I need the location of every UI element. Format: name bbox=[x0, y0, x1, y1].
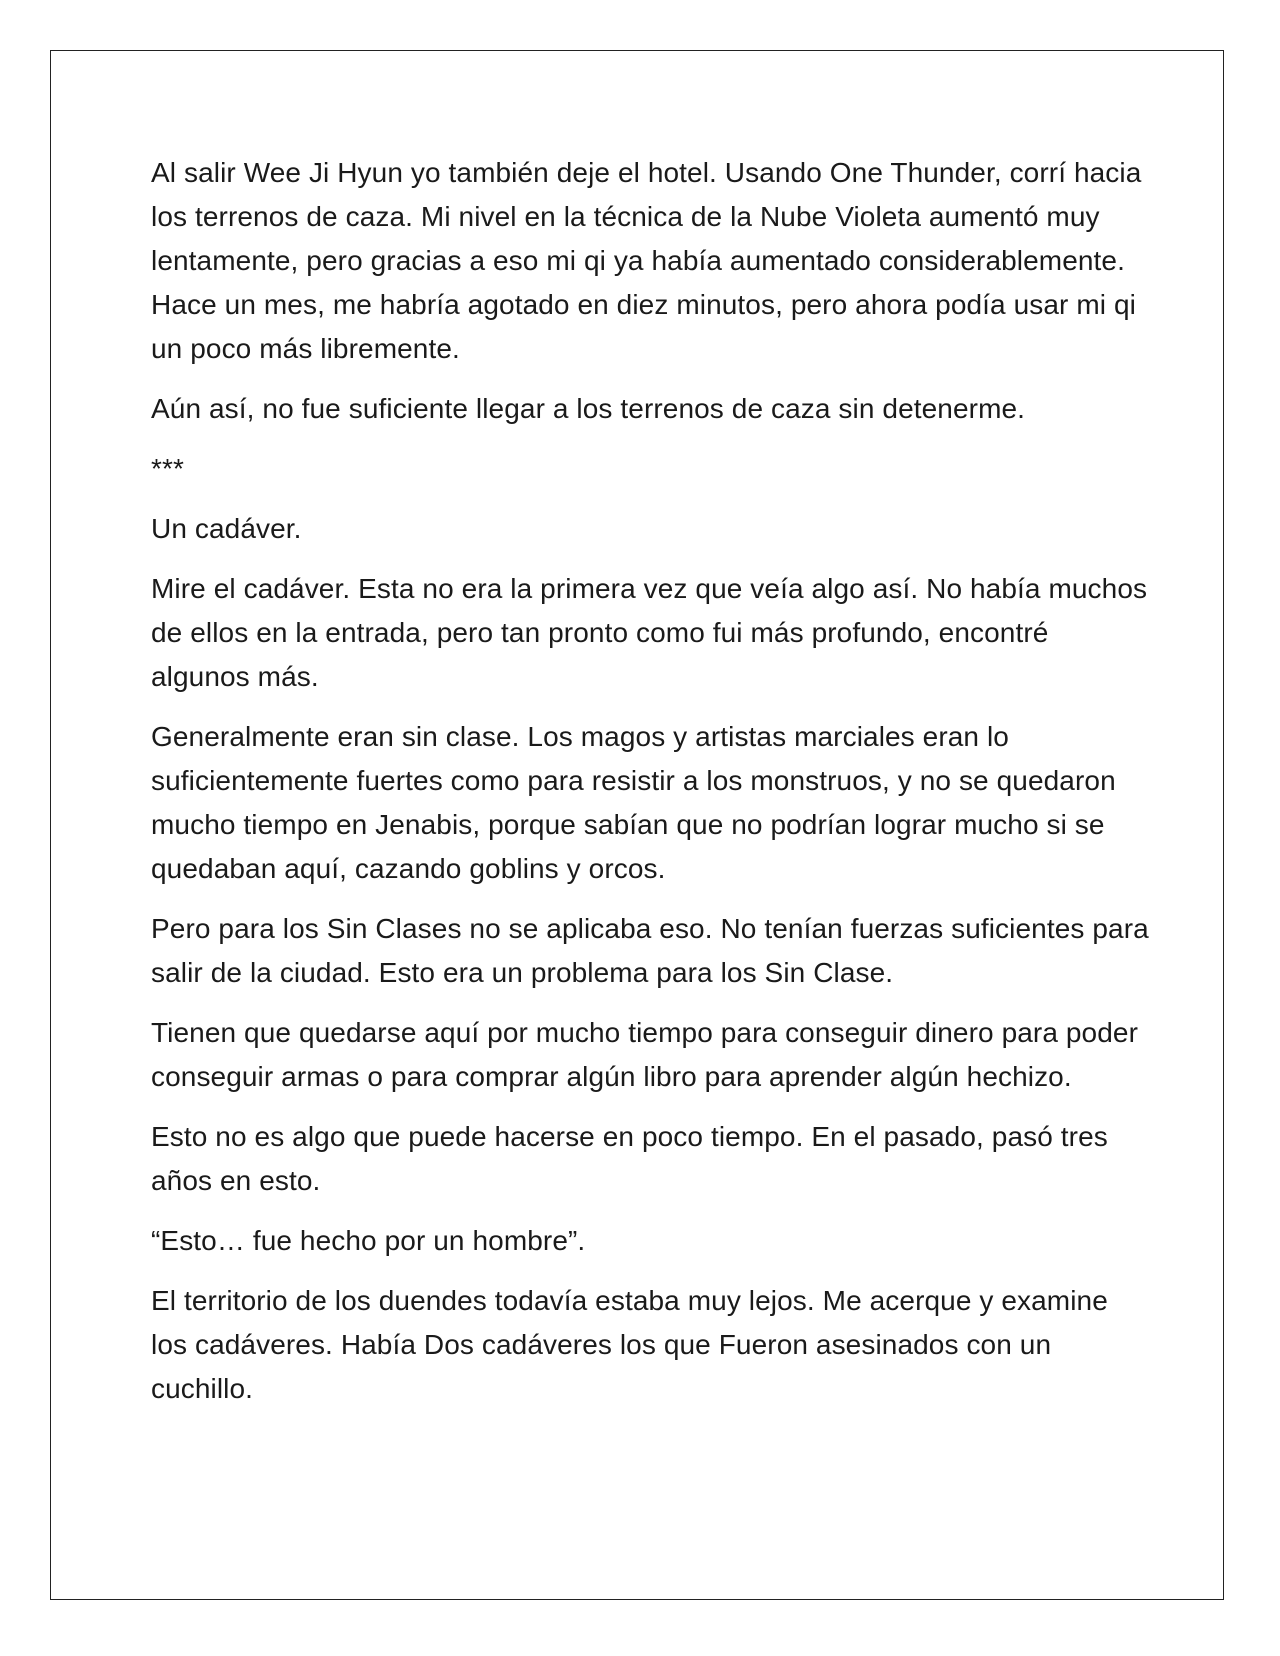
paragraph: Pero para los Sin Clases no se aplicaba eso. No tenían fuerzas suficientes para salir de la ciudad. Esto era un problema para los Sin Clase. bbox=[151, 913, 1149, 988]
dialogue-line: “Esto… fue hecho por un hombre”. bbox=[151, 1225, 586, 1256]
paragraph: Aún así, no fue suficiente llegar a los terrenos de caza sin detenerme. bbox=[151, 393, 1026, 424]
scene-break: *** bbox=[151, 453, 184, 484]
page-frame bbox=[50, 50, 1224, 1600]
document-body bbox=[151, 151, 1151, 1427]
paragraph: Al salir Wee Ji Hyun yo también deje el hotel. Usando One Thunder, corrí hacia los terrenos de caza. Mi nivel en la técnica de la Nube Violeta aumentó muy lentamente, pero gracias a eso mi qi ya había aumentado considerablemente. Hace un mes, me habría agotado en diez minutos, pero ahora podía usar mi qi un poco más libremente. bbox=[151, 157, 1142, 364]
paragraph: Esto no es algo que puede hacerse en poco tiempo. En el pasado, pasó tres años en esto. bbox=[151, 1121, 1108, 1196]
paragraph: Un cadáver. bbox=[151, 513, 302, 544]
paragraph: Generalmente eran sin clase. Los magos y artistas marciales eran lo suficientemente fuertes como para resistir a los monstruos, y no se quedaron mucho tiempo en Jenabis, porque sabían que no podrían lograr mucho si se quedaban aquí, cazando goblins y orcos. bbox=[151, 721, 1116, 884]
paragraph: Mire el cadáver. Esta no era la primera vez que veía algo así. No había muchos de ellos en la entrada, pero tan pronto como fui más profundo, encontré algunos más. bbox=[151, 573, 1148, 692]
paragraph: El territorio de los duendes todavía estaba muy lejos. Me acerque y examine los cadáveres. Había Dos cadáveres los que Fueron asesinados con un cuchillo. bbox=[151, 1285, 1108, 1404]
paragraph: Tienen que quedarse aquí por mucho tiempo para conseguir dinero para poder conseguir armas o para comprar algún libro para aprender algún hechizo. bbox=[151, 1017, 1139, 1092]
